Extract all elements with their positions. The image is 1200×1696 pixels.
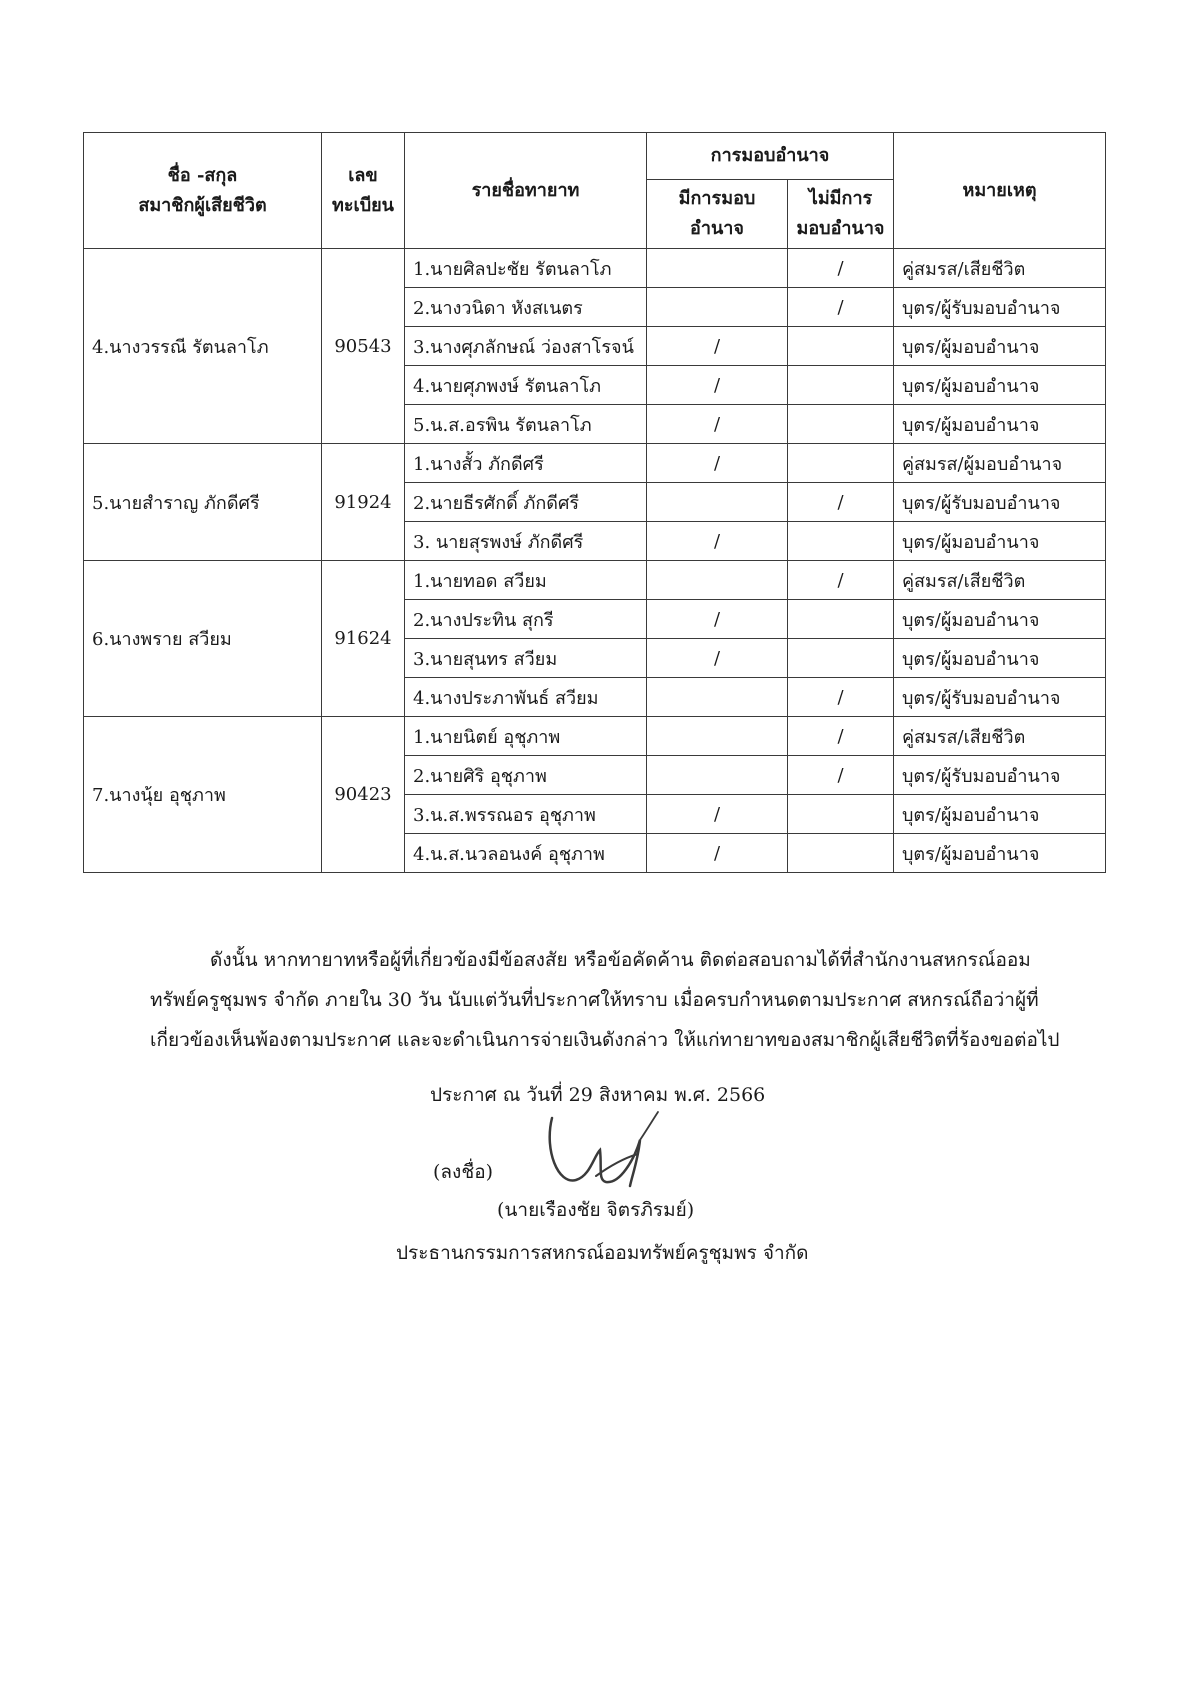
registration-number: 91924 (322, 444, 405, 561)
not-authorized-mark: / (788, 717, 894, 756)
heirs-table (83, 132, 1106, 873)
remark-cell: บุตร/ผู้รับมอบอำนาจ (894, 483, 1106, 522)
heir-name: 4.น.ส.นวลอนงค์ อุชุภาพ (405, 834, 647, 873)
closing-paragraph (150, 940, 1060, 1060)
table-row (84, 561, 1106, 600)
table-row (84, 444, 1106, 483)
table-row (84, 717, 1106, 756)
remark-cell: บุตร/ผู้มอบอำนาจ (894, 834, 1106, 873)
not-authorized-mark (788, 405, 894, 444)
authorized-mark: / (647, 795, 788, 834)
registration-number: 91624 (322, 561, 405, 717)
remark-cell: บุตร/ผู้มอบอำนาจ (894, 327, 1106, 366)
authorized-mark: / (647, 366, 788, 405)
not-authorized-mark: / (788, 288, 894, 327)
authorized-mark (647, 288, 788, 327)
heir-name: 3.นางศุภลักษณ์ ว่องสาโรจน์ (405, 327, 647, 366)
header-heirs: รายชื่อทายาท (405, 133, 647, 249)
announcement-date: ประกาศ ณ วันที่ 29 สิงหาคม พ.ศ. 2566 (430, 1084, 766, 1106)
signature-label: (ลงชื่อ) (433, 1161, 494, 1183)
heir-name: 4.นางประภาพันธ์ สวียม (405, 678, 647, 717)
paragraph-line: ทรัพย์ครูชุมพร จำกัด ภายใน 30 วัน นับแต่วันที่ประกาศให้ทราบ เมื่อครบกำหนดตามประกาศ สหกรณ์ถือว่าผู้ที่ (150, 989, 1039, 1011)
heir-name: 4.นายศุภพงษ์ รัตนลาโภ (405, 366, 647, 405)
heir-name: 2.นางวนิดา หังสเนตร (405, 288, 647, 327)
heirs-table-body (84, 249, 1106, 873)
table-row (84, 249, 1106, 288)
remark-cell: คู่สมรส/เสียชีวิต (894, 249, 1106, 288)
not-authorized-mark: / (788, 678, 894, 717)
heir-name: 3. นายสุรพงษ์ ภักดีศรี (405, 522, 647, 561)
heir-name: 1.นายนิตย์ อุชุภาพ (405, 717, 647, 756)
authorized-mark (647, 483, 788, 522)
remark-cell: บุตร/ผู้มอบอำนาจ (894, 405, 1106, 444)
deceased-member-name: 5.นายสำราญ ภักดีศรี (84, 444, 322, 561)
authorized-mark (647, 561, 788, 600)
header-remark: หมายเหตุ (894, 133, 1106, 249)
authorized-mark: / (647, 444, 788, 483)
registration-number: 90423 (322, 717, 405, 873)
header-authorization-group: การมอบอำนาจ (647, 133, 894, 180)
heir-name: 1.นายทอด สวียม (405, 561, 647, 600)
remark-cell: บุตร/ผู้มอบอำนาจ (894, 522, 1106, 561)
not-authorized-mark: / (788, 756, 894, 795)
heir-name: 5.น.ส.อรพิน รัตนลาโภ (405, 405, 647, 444)
not-authorized-mark (788, 366, 894, 405)
remark-cell: คู่สมรส/ผู้มอบอำนาจ (894, 444, 1106, 483)
authorized-mark: / (647, 639, 788, 678)
header-member: ชื่อ -สกุล สมาชิกผู้เสียชีวิต (84, 133, 322, 249)
not-authorized-mark (788, 444, 894, 483)
header-not-authorized: ไม่มีการ มอบอำนาจ (788, 180, 894, 249)
remark-cell: บุตร/ผู้รับมอบอำนาจ (894, 288, 1106, 327)
remark-cell: คู่สมรส/เสียชีวิต (894, 717, 1106, 756)
remark-cell: บุตร/ผู้มอบอำนาจ (894, 600, 1106, 639)
header-regno: เลข ทะเบียน (322, 133, 405, 249)
not-authorized-mark (788, 522, 894, 561)
authorized-mark: / (647, 405, 788, 444)
authorized-mark (647, 717, 788, 756)
remark-cell: บุตร/ผู้มอบอำนาจ (894, 366, 1106, 405)
authorized-mark: / (647, 522, 788, 561)
registration-number: 90543 (322, 249, 405, 444)
not-authorized-mark (788, 834, 894, 873)
authorized-mark: / (647, 327, 788, 366)
paragraph-line: ดังนั้น หากทายาทหรือผู้ที่เกี่ยวข้องมีข้อสงสัย หรือข้อคัดค้าน ติดต่อสอบถามได้ที่สำนักงานสหกรณ์ออม (210, 949, 1031, 971)
not-authorized-mark (788, 327, 894, 366)
signer-name: (นายเรืองชัย จิตรภิรมย์) (497, 1199, 695, 1221)
heir-name: 1.นายศิลปะชัย รัตนลาโภ (405, 249, 647, 288)
authorized-mark: / (647, 600, 788, 639)
deceased-member-name: 4.นางวรรณี รัตนลาโภ (84, 249, 322, 444)
authorized-mark (647, 756, 788, 795)
not-authorized-mark (788, 795, 894, 834)
deceased-member-name: 7.นางนุ้ย อุชุภาพ (84, 717, 322, 873)
paragraph-line: เกี่ยวข้องเห็นพ้องตามประกาศ และจะดำเนินการจ่ายเงินดังกล่าว ให้แก่ทายาทของสมาชิกผู้เสียชีวิตที่ร้องขอต่อไป (150, 1029, 1060, 1051)
not-authorized-mark: / (788, 249, 894, 288)
authorized-mark (647, 678, 788, 717)
remark-cell: บุตร/ผู้มอบอำนาจ (894, 639, 1106, 678)
authorized-mark: / (647, 834, 788, 873)
not-authorized-mark (788, 639, 894, 678)
heir-name: 2.นายธีรศักดิ์ ภักดีศรี (405, 483, 647, 522)
not-authorized-mark: / (788, 483, 894, 522)
heir-name: 2.นางประทิน สุกรี (405, 600, 647, 639)
authorized-mark (647, 249, 788, 288)
remark-cell: บุตร/ผู้รับมอบอำนาจ (894, 678, 1106, 717)
not-authorized-mark: / (788, 561, 894, 600)
remark-cell: คู่สมรส/เสียชีวิต (894, 561, 1106, 600)
heir-name: 3.นายสุนทร สวียม (405, 639, 647, 678)
heir-name: 1.นางสั้ว ภักดีศรี (405, 444, 647, 483)
remark-cell: บุตร/ผู้มอบอำนาจ (894, 795, 1106, 834)
signer-title: ประธานกรรมการสหกรณ์ออมทรัพย์ครูชุมพร จำกัด (396, 1242, 809, 1264)
header-authorized: มีการมอบ อำนาจ (647, 180, 788, 249)
not-authorized-mark (788, 600, 894, 639)
heir-name: 3.น.ส.พรรณอร อุชุภาพ (405, 795, 647, 834)
handwritten-signature (540, 1110, 680, 1200)
remark-cell: บุตร/ผู้รับมอบอำนาจ (894, 756, 1106, 795)
deceased-member-name: 6.นางพราย สวียม (84, 561, 322, 717)
heir-name: 2.นายศิริ อุชุภาพ (405, 756, 647, 795)
